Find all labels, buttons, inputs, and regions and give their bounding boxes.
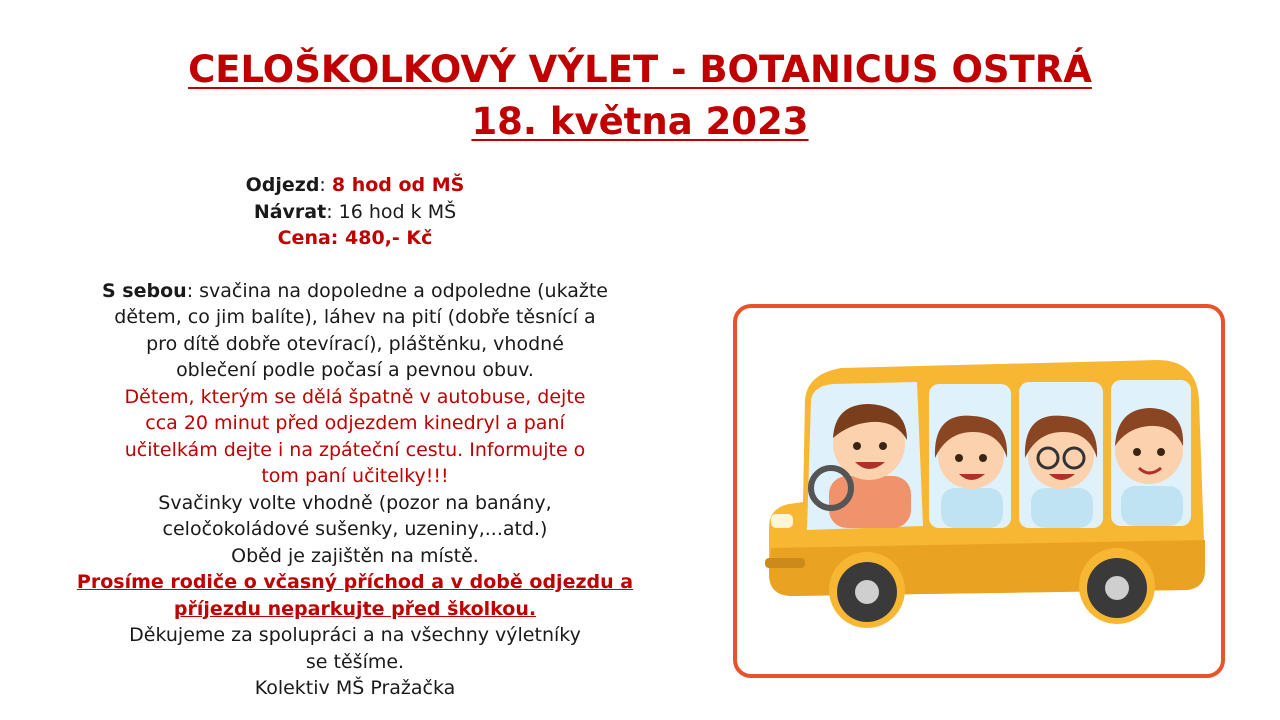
return-row: Návrat: 16 hod k MŠ (253, 200, 457, 223)
bring-text-1: : svačina na dopoledne a odpoledne (ukažte (186, 279, 608, 302)
return-value: 16 hod k MŠ (338, 200, 457, 223)
departure-label: Odjezd (245, 174, 320, 196)
bring-label: S sebou (102, 279, 187, 302)
motion-line-3: učitelkám dejte i na zpáteční cestu. Informujte o (124, 438, 586, 461)
thanks-line-1: Děkujeme za spolupráci a na všechny výletníky (129, 624, 581, 646)
trip-info (40, 172, 670, 702)
bring-line-3: pro dítě dobře otevírací), pláštěnku, vhodné (146, 332, 564, 355)
child-girl-left (935, 416, 1007, 528)
motion-line-2: cca 20 minut před odjezdem kinedryl a paní (145, 412, 565, 434)
lunch-note: Oběd je zajištěn na místě. (231, 544, 479, 567)
request-line-2: příjezdu neparkujte před školkou. (173, 597, 537, 620)
departure-row: Odjezd: 8 hod od MŠ (245, 174, 465, 196)
request-line-1: Prosíme rodiče o včasný příchod a v době odjezdu a (76, 571, 634, 593)
motion-line-1: Dětem, kterým se dělá špatně v autobuse, dejte (124, 385, 586, 408)
bring-line-1 (40, 278, 670, 305)
motion-line-4: tom paní učitelky!!! (261, 465, 449, 487)
bring-line-4: oblečení podle počasí a pevnou obuv. (176, 359, 534, 381)
title-line-2: 18. května 2023 (471, 100, 809, 143)
school-bus-with-children-illustration (737, 308, 1221, 674)
snacks-line-1: Svačinky volte vhodně (pozor na banány, (158, 491, 552, 514)
title-line-1: CELOŠKOLKOVÝ VÝLET - BOTANICUS OSTRÁ (188, 48, 1092, 91)
illustration-frame (733, 304, 1225, 678)
departure-value: 8 hod od MŠ (331, 174, 465, 196)
child-boy-right (1115, 408, 1183, 526)
return-label: Návrat (253, 200, 327, 223)
page-title (0, 44, 1280, 148)
thanks-line-2: se těšíme. (305, 650, 405, 673)
snacks-line-2: celočokoládové sušenky, uzeniny,...atd.) (162, 518, 548, 540)
bring-line-2: dětem, co jim balíte), láhev na pití (dobře těsnící a (114, 306, 596, 328)
signature: Kolektiv MŠ Pražačka (254, 677, 456, 699)
child-girl-glasses (1025, 416, 1097, 528)
spacer (40, 252, 670, 278)
price: Cena: 480,- Kč (277, 227, 433, 249)
